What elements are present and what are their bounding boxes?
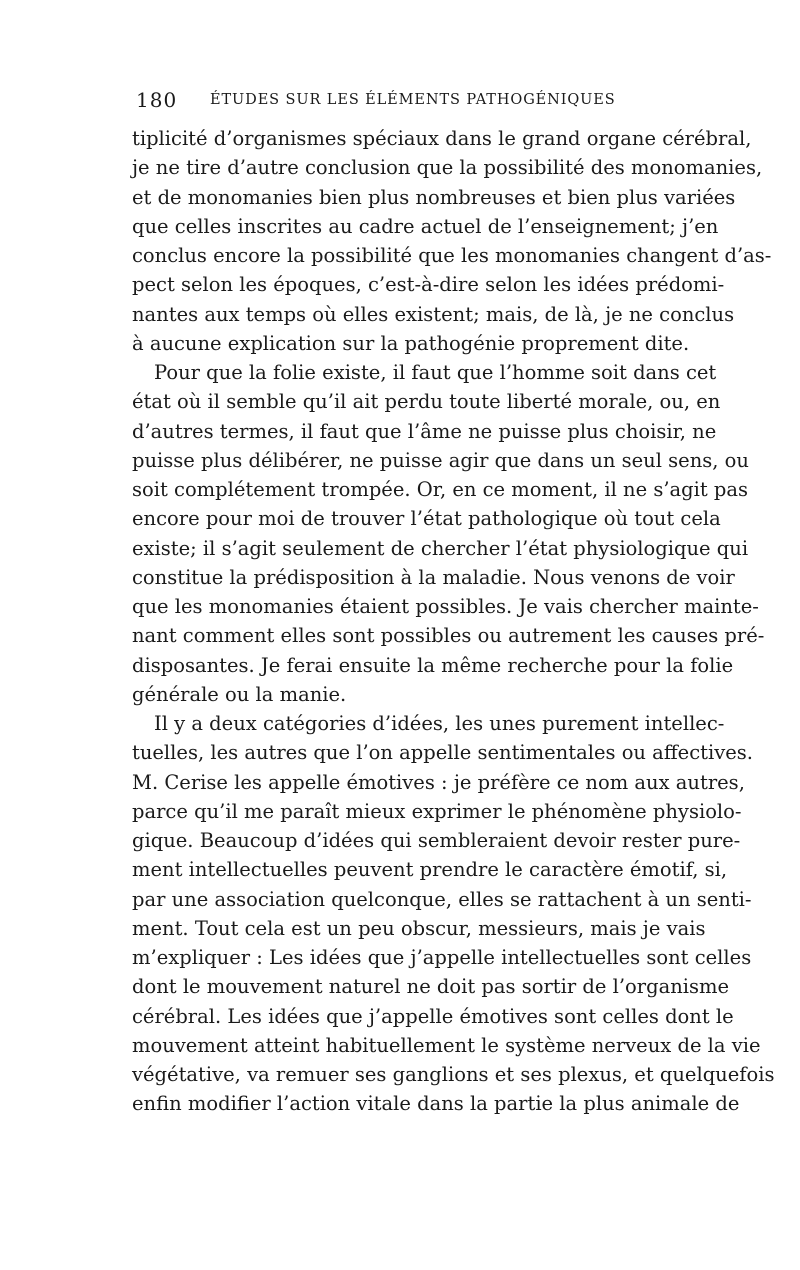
running-title: ÉTUDES SUR LES ÉLÉMENTS PATHOGÉNIQUES — [210, 92, 616, 108]
text-line: m’expliquer : Les idées que j’appelle intellectuelles sont celles — [132, 946, 752, 969]
text-line: végétative, va remuer ses ganglions et ses plexus, et quelquefois — [132, 1063, 775, 1086]
text-line: cérébral. Les idées que j’appelle émotives sont celles dont le — [132, 1004, 734, 1028]
text-line: nantes aux temps où elles existent; mais, de là, je ne conclus — [132, 302, 735, 326]
text-line: existe; il s’agit seulement de chercher l’état physiologique qui — [132, 536, 749, 560]
text-line: enfin modifier l’action vitale dans la partie la plus animale de — [132, 1092, 740, 1116]
text-line: que celles inscrites au cadre actuel de l’enseignement; j’en — [132, 214, 719, 238]
body-text — [132, 124, 775, 1119]
text-line: tiplicité d’organismes spéciaux dans le grand organe cérébral, — [132, 127, 752, 150]
text-line: soit complétement trompée. Or, en ce moment, il ne s’agit pas — [132, 478, 749, 501]
text-line: que les monomanies étaient possibles. Je vais chercher mainte- — [132, 595, 759, 618]
text-line: gique. Beaucoup d’idées qui sembleraient devoir rester pure- — [132, 829, 741, 852]
text-line: pect selon les époques, c’est-à-dire selon les idées prédomi- — [132, 273, 725, 297]
running-head — [136, 88, 676, 118]
paragraph-start: Pour que la folie existe, il faut que l’homme soit dans cet — [154, 361, 717, 384]
text-line: mouvement atteint habituellement le système nerveux de la vie — [132, 1033, 761, 1057]
text-line: parce qu’il me paraît mieux exprimer le phénomène physiolo- — [132, 799, 742, 823]
text-line: à aucune explication sur la pathogénie proprement dite. — [132, 331, 690, 355]
text-line: puisse plus délibérer, ne puisse agir que dans un seul sens, ou — [132, 448, 749, 472]
text-line: et de monomanies bien plus nombreuses et bien plus variées — [132, 185, 736, 209]
text-line: générale ou la manie. — [132, 682, 347, 706]
text-line: conclus encore la possibilité que les monomanies changent d’as- — [132, 244, 772, 267]
text-line: disposantes. Je ferai ensuite la même recherche pour la folie — [132, 653, 734, 677]
text-line: dont le mouvement naturel ne doit pas sortir de l’organisme — [132, 975, 730, 999]
paragraph-start: Il y a deux catégories d’idées, les unes purement intellec- — [154, 712, 725, 735]
text-line: par une association quelconque, elles se rattachent à un senti- — [132, 887, 752, 911]
text-line: ment. Tout cela est un peu obscur, messieurs, mais je vais — [132, 916, 706, 940]
text-line: nant comment elles sont possibles ou autrement les causes pré- — [132, 624, 765, 648]
text-line: encore pour moi de trouver l’état pathologique où tout cela — [132, 507, 721, 531]
page-number: 180 — [136, 88, 178, 112]
text-line: d’autres termes, il faut que l’âme ne puisse plus choisir, ne — [132, 419, 717, 443]
text-line: je ne tire d’autre conclusion que la possibilité des monomanies, — [132, 156, 763, 180]
text-line: constitue la prédisposition à la maladie. Nous venons de voir — [132, 565, 735, 589]
text-line: état où il semble qu’il ait perdu toute liberté morale, ou, en — [132, 390, 721, 414]
text-line: ment intellectuelles peuvent prendre le caractère émotif, si, — [132, 858, 728, 882]
text-line: tuelles, les autres que l’on appelle sentimentales ou affectives. — [132, 741, 753, 765]
text-line: M. Cerise les appelle émotives : je préfère ce nom aux autres, — [132, 770, 745, 794]
